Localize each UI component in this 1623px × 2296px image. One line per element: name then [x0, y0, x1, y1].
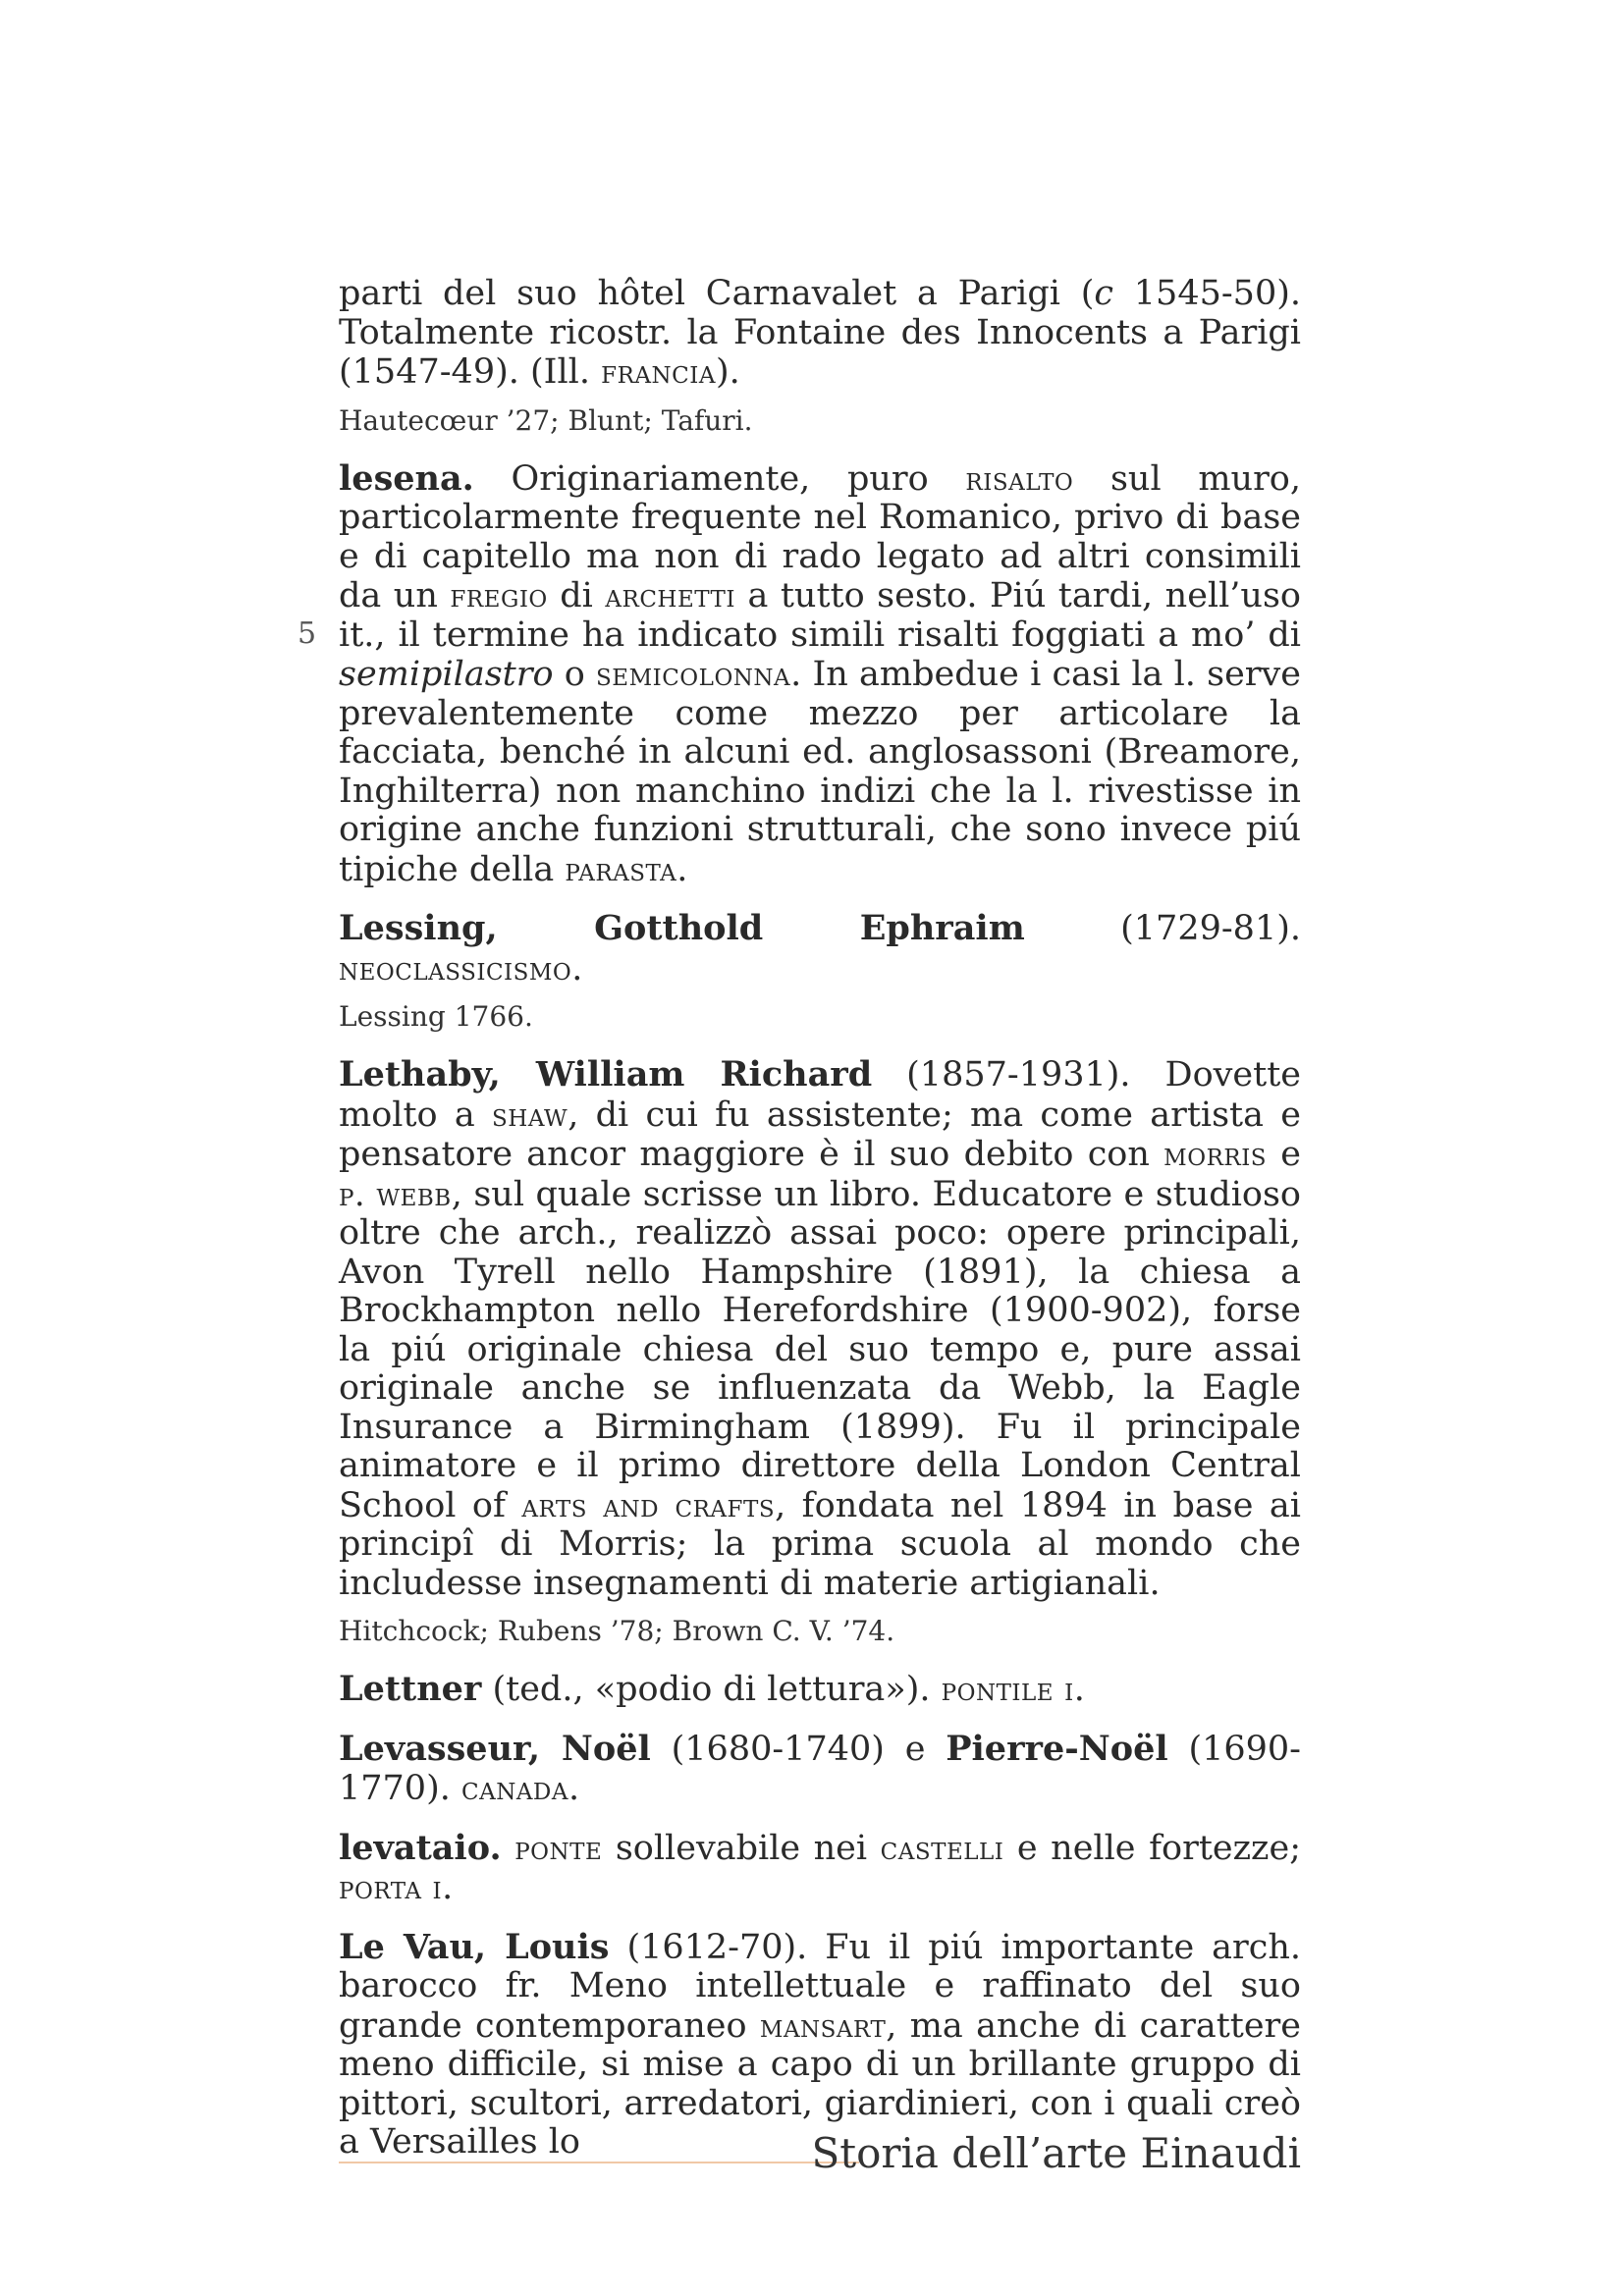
cross-ref-shaw[interactable]: shaw: [492, 1095, 568, 1134]
cross-ref-fregio[interactable]: fregio: [450, 576, 548, 614]
page-footer: [339, 2128, 1301, 2187]
cross-ref-canada[interactable]: canada: [460, 1769, 568, 1807]
cross-ref-parasta[interactable]: parasta: [565, 849, 677, 888]
text-run: .: [676, 849, 688, 889]
headword-le-vau: Le Vau, Louis: [339, 1926, 610, 1967]
cross-ref-ponte[interactable]: ponte: [514, 1828, 603, 1867]
text-run: .: [571, 948, 583, 988]
text-run: (ted., «podio di lettura»).: [481, 1670, 942, 1709]
cross-ref-porta[interactable]: porta i: [339, 1868, 443, 1906]
cross-ref-archetti[interactable]: archetti: [605, 576, 735, 614]
cross-ref-pontile[interactable]: pontile i: [941, 1670, 1074, 1708]
cross-ref-webb[interactable]: p. webb: [339, 1174, 452, 1213]
text-run: e: [1267, 1135, 1302, 1174]
entry-levataio: [339, 1829, 1301, 1908]
headword-levasseur-noel: Levasseur, Noël: [339, 1728, 651, 1769]
footer-rule: [339, 2162, 859, 2163]
text-run: o: [553, 655, 597, 694]
text-run: Originariamente, puro: [473, 458, 966, 499]
cross-ref-morris[interactable]: morris: [1163, 1135, 1268, 1173]
text-run: parti del suo hôtel Carnavalet a Parigi (: [339, 274, 1095, 313]
text-run: (1690-1770).: [339, 1729, 1301, 1808]
headword-lettner: Lettner: [339, 1669, 482, 1709]
text-run: a tutto sesto. Piú tardi, nell’uso it., il termine ha indicato simili risalti foggiati a mo’ di: [339, 576, 1301, 655]
text-run: .: [568, 1769, 580, 1808]
text-run: 1545-50). Totalmente ricostr. la Fontaine des Innocents a Parigi (1547-49). (Ill.: [339, 274, 1301, 392]
text-run: , sul quale scrisse un libro. Educatore e studioso oltre che arch., realizzò assai poco: opere principali, Avon Tyrell nello Hampshire (1891), la chiesa a Brockhampton nello Herefordshire (1900-902), forse la piú originale chiesa del suo tempo e, pure assai originale anche se influenzata da Webb, la Eagle Insurance a Birmingham (1899). Fu il principale animatore e il primo direttore della London Central School of: [339, 1174, 1301, 1525]
text-run: (1857-1931). Dovette molto a: [339, 1055, 1301, 1135]
cross-ref-francia[interactable]: francia: [601, 352, 716, 391]
text-run: .: [442, 1868, 454, 1907]
term-semipilastro: semipilastro: [339, 655, 554, 694]
text-run: , ma anche di carattere meno difficile, si mise a capo di un brillante gruppo di pittori, scultori, arredatori, giardinieri, con i quali creò a Versailles lo: [339, 2005, 1301, 2162]
bibliography-lethaby: Hitchcock; Rubens ’78; Brown C. V. ’74.: [339, 1615, 895, 1647]
text-run: (1612-70). Fu il piú importante arch. barocco fr. Meno intellettuale e raffinato del suo grande contemporaneo: [339, 1927, 1302, 2046]
entry-lessing: [339, 909, 1301, 988]
headword-lessing: Lessing, Gotthold Ephraim: [339, 908, 1025, 948]
headword-levataio: levataio.: [339, 1827, 502, 1868]
entry-le-vau: [339, 1928, 1301, 2163]
entry-lethaby: [339, 1055, 1301, 1603]
bibliography-continued: Hautecœur ’27; Blunt; Tafuri.: [339, 403, 753, 437]
text-run: e nelle fortezze;: [1003, 1828, 1301, 1868]
entry-lettner: [339, 1670, 1301, 1710]
text-run: (1729-81).: [1024, 909, 1302, 948]
publisher-name: Storia dell’arte Einaudi: [811, 2129, 1301, 2177]
continued-entry: [339, 275, 1301, 393]
headword-lesena: lesena.: [339, 457, 474, 499]
cross-ref-mansart[interactable]: mansart: [759, 2005, 887, 2045]
cross-ref-neoclassicismo[interactable]: neoclassicismo: [339, 948, 572, 988]
entry-lesena: [298, 457, 1302, 890]
line-number: 5: [298, 615, 317, 651]
cross-ref-arts-and-crafts[interactable]: arts and crafts: [521, 1485, 776, 1524]
headword-lethaby: Lethaby, William Richard: [339, 1054, 873, 1095]
text-run: , fondata nel 1894 in base ai principî di Morris; la prima scuola al mondo che includesse insegnamenti di materie artigianali.: [339, 1485, 1301, 1603]
entry-levasseur: [339, 1730, 1301, 1809]
cross-ref-risalto[interactable]: risalto: [965, 458, 1074, 498]
cross-ref-semicolonna[interactable]: semicolonna: [596, 655, 791, 693]
page-body: [298, 274, 1302, 2182]
text-run: . In ambedue i casi la l. serve prevalentemente come mezzo per articolare la facciata, benché in alcuni ed. anglosassoni (Breamore, Inghilterra) non manchino indizi che la l. rivestisse in origine anche funzioni strutturali, che sono invece piú tipiche della: [339, 655, 1301, 889]
text-run: , di cui fu assistente; ma come artista e pensatore ancor maggiore è il suo debito con: [339, 1095, 1301, 1174]
circa-abbrev: c: [1094, 274, 1114, 313]
cross-ref-castelli[interactable]: castelli: [880, 1828, 1004, 1867]
text-run: (1680-1740) e: [650, 1729, 947, 1769]
text-run: [502, 1829, 515, 1868]
headword-pierre-noel: Pierre-Noël: [946, 1728, 1168, 1769]
text-run: .: [1073, 1670, 1085, 1709]
text-run: di: [547, 576, 606, 615]
bibliography-lessing: Lessing 1766.: [339, 1000, 533, 1033]
text-run: ).: [715, 352, 740, 392]
text-run: sollevabile nei: [602, 1828, 881, 1868]
text-run: sul muro, particolarmente frequente nel Romanico, privo di base e di capitello ma non di rado legato ad altri consimili da un: [339, 458, 1302, 615]
